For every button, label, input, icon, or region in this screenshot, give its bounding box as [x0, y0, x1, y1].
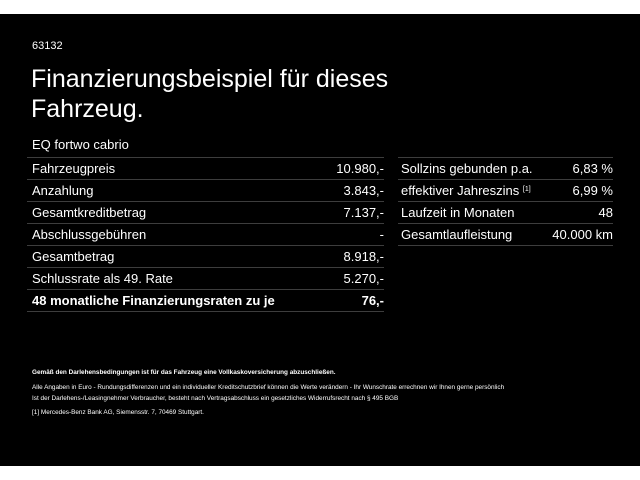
- monthly-rate-row: [27, 290, 384, 312]
- interest-table: [398, 157, 613, 246]
- footnote-mark: [1]: [522, 186, 531, 193]
- table-row: [398, 158, 613, 180]
- row-value: 10.980,-: [326, 158, 384, 180]
- disclaimer-line-1: Alle Angaben in Euro - Rundungsdifferenzen und ein individueller Kreditschutzbrief können die Werte verändern - Ihr Wunschrate errechnen wir Ihnen gerne persönlich: [32, 384, 505, 391]
- table-row: [398, 202, 613, 224]
- row-value: 8.918,-: [326, 246, 384, 268]
- row-value: 40.000 km: [546, 224, 613, 246]
- vehicle-model: EQ fortwo cabrio: [32, 137, 129, 152]
- row-label: effektiver Jahreszins: [401, 183, 520, 198]
- table-row: [27, 202, 384, 224]
- page-title: Finanzierungsbeispiel für dieses Fahrzeug.: [31, 65, 389, 123]
- row-label: Schlussrate als 49. Rate: [27, 268, 326, 290]
- table-row: [27, 268, 384, 290]
- table-row: [398, 224, 613, 246]
- row-value: 3.843,-: [326, 180, 384, 202]
- row-label: Anzahlung: [27, 180, 326, 202]
- row-value: 6,99 %: [546, 180, 613, 202]
- row-value: 48: [546, 202, 613, 224]
- row-label: Gesamtkreditbetrag: [27, 202, 326, 224]
- row-value: 7.137,-: [326, 202, 384, 224]
- monthly-rate-value: 76,-: [326, 290, 384, 312]
- row-value: -: [326, 224, 384, 246]
- row-label: Laufzeit in Monaten: [398, 202, 546, 224]
- disclaimer-line-2: Ist der Darlehens-/Leasingnehmer Verbraucher, besteht nach Vertragsabschluss ein gesetzliches Widerrufsrecht nach § 495 BGB: [32, 395, 399, 402]
- table-row: [27, 224, 384, 246]
- offer-code: 63132: [32, 40, 63, 52]
- row-label: 48 monatliche Finanzierungsraten zu je: [27, 290, 326, 312]
- table-row: [27, 158, 384, 180]
- row-label: Fahrzeugpreis: [27, 158, 326, 180]
- row-value: 6,83 %: [546, 158, 613, 180]
- table-row: [27, 246, 384, 268]
- table-row: [27, 180, 384, 202]
- row-label: Abschlussgebühren: [27, 224, 326, 246]
- financing-table: [27, 157, 384, 312]
- row-label-with-footnote: [398, 180, 546, 202]
- insurance-note: Gemäß den Darlehensbedingungen ist für das Fahrzeug eine Vollkaskoversicherung abzuschließen.: [32, 369, 336, 376]
- row-label: Gesamtlaufleistung: [398, 224, 546, 246]
- row-label: Sollzins gebunden p.a.: [398, 158, 546, 180]
- lender-note: [1] Mercedes-Benz Bank AG, Siemensstr. 7, 70469 Stuttgart.: [32, 409, 204, 416]
- financing-panel: [0, 14, 640, 466]
- row-value: 5.270,-: [326, 268, 384, 290]
- table-row: [398, 180, 613, 202]
- row-label: Gesamtbetrag: [27, 246, 326, 268]
